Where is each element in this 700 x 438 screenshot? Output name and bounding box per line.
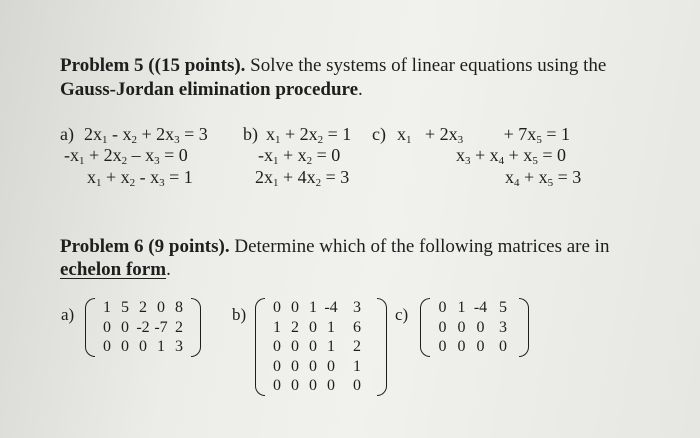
matrix-c-cell: 0 (476, 318, 485, 336)
problem-6-term: echelon form (60, 259, 167, 280)
problem-6-instruction: Determine which of the following matrices are in (229, 236, 610, 257)
matrix-c-cell: 0 (438, 299, 447, 316)
matrix-b-cell: 1 (309, 299, 317, 316)
matrix-b-cell: 0 (327, 377, 335, 394)
matrix-c-cell: 0 (438, 318, 447, 336)
matrix-c-cell: 0 (438, 338, 447, 355)
system-b-label: b) (243, 124, 258, 144)
matrix-b-cell: 0 (291, 377, 299, 394)
matrix-b-cell: 0 (327, 357, 335, 375)
matrix-a-cell: 1 (103, 299, 111, 316)
problem-5-heading (60, 55, 606, 77)
matrix-a-right-paren (191, 298, 201, 357)
matrix-b-cell: -4 (324, 299, 338, 316)
matrix-b-cell: 6 (353, 318, 361, 336)
matrix-b-cell: 0 (309, 318, 317, 336)
matrix-b-cell: 0 (273, 357, 281, 375)
matrix-a-cell: 1 (157, 338, 165, 355)
matrix-a-cell: 0 (103, 318, 111, 336)
system-c-eq-1: $x_1 + 2x_3$ + $7x_5 = 1$ (397, 124, 570, 146)
matrix-a-cell: 0 (139, 338, 147, 355)
matrix-b-cell: 1 (327, 338, 335, 355)
matrix-a-cell: 0 (121, 338, 129, 355)
matrix-b-cell: 0 (291, 338, 299, 355)
matrix-b (255, 298, 387, 396)
system-c-eq-2: $x_3 + x_4 + x_5 = 0$ (456, 145, 566, 167)
matrix-a-cell: 0 (121, 318, 129, 336)
matrix-b-cell: 0 (291, 299, 299, 316)
matrix-b-cell: 1 (353, 357, 361, 375)
problem-6-term-period: . (166, 259, 171, 280)
matrix-b-cell: 0 (309, 357, 317, 375)
system-a-eq-3: $x_1 + x_2 - x_3 = 1$ (87, 167, 193, 189)
problem-5-method-line (60, 79, 363, 101)
problem-6-heading (60, 236, 609, 258)
matrix-c-cell: 3 (499, 318, 507, 336)
matrix-c-right-paren (519, 298, 529, 357)
matrix-c-cell: 0 (499, 338, 507, 355)
matrix-b-cell: 0 (273, 338, 281, 355)
matrix-c-cell: 1 (457, 299, 466, 316)
matrix-c-cell: -4 (473, 299, 488, 316)
matrix-a-cell: 2 (175, 318, 183, 336)
matrix-a (85, 298, 201, 357)
problem-5-title: Problem 5 ((15 points). (60, 55, 246, 76)
matrix-b-cell: 0 (309, 338, 317, 355)
problem-5-method: Gauss-Jordan elimination procedure (60, 79, 359, 100)
matrix-a-cell: 8 (175, 299, 183, 316)
matrix-b-cell: 3 (353, 299, 361, 316)
matrix-c-label: c) (395, 305, 409, 324)
system-b-eq-1: $x_1 + 2x_2 = 1$ (266, 124, 352, 146)
matrix-b-cell: 2 (291, 318, 299, 336)
system-b-eq-2: $-x_1 + x_2 = 0$ (258, 145, 341, 167)
matrix-c-cell: 0 (476, 338, 485, 355)
matrix-c-cell: 5 (499, 299, 507, 316)
matrix-a-cell: 0 (103, 338, 111, 355)
system-b-eq-3: $2x_1 + 4x_2 = 3$ (255, 167, 350, 189)
matrix-b-label: b) (232, 305, 247, 324)
system-c-eq-3: $x_4 + x_5 = 3$ (505, 167, 582, 189)
system-a-eq-2: $-x_1 + 2x_2 - x_3 = 0$ (64, 145, 188, 167)
problem-6-title: Problem 6 (9 points). (60, 236, 230, 257)
problem-6-term-line (60, 259, 171, 281)
matrix-a-label: a) (61, 305, 75, 324)
matrix-a-cell: 3 (175, 338, 183, 355)
matrix-a-left-paren (85, 298, 95, 357)
matrix-a-cell: 2 (139, 299, 147, 316)
matrix-b-cell: 0 (291, 357, 299, 375)
matrix-b-cell: 1 (327, 318, 335, 336)
matrix-c-cell: 0 (457, 338, 466, 355)
matrix-a-cell: 5 (121, 299, 129, 316)
matrix-b-cell: 0 (273, 299, 281, 316)
matrix-a-cell: 0 (157, 299, 165, 316)
matrix-b-cell: 1 (273, 318, 281, 336)
system-a-eq-1: $2x_1 - x_2 + 2x_3 = 3$ (84, 124, 208, 146)
matrix-a-cell: -2 (136, 318, 150, 336)
matrix-c (420, 298, 529, 357)
problem-5-method-period: . (358, 79, 363, 100)
system-a-label: a) (60, 124, 74, 144)
matrix-b-right-paren (377, 298, 387, 396)
matrix-b-cell: 0 (309, 377, 317, 394)
matrix-b-cell: 2 (353, 338, 361, 355)
matrix-b-cell: 0 (353, 377, 361, 394)
matrix-c-cell: 0 (457, 318, 466, 336)
matrix-a-cell: -7 (154, 318, 168, 336)
matrix-c-left-paren (420, 298, 430, 357)
matrix-b-cell: 0 (273, 377, 281, 394)
matrix-b-left-paren (255, 298, 265, 396)
problem-5-instruction: Solve the systems of linear equations using the (245, 55, 607, 76)
system-c-label: c) (372, 124, 386, 144)
